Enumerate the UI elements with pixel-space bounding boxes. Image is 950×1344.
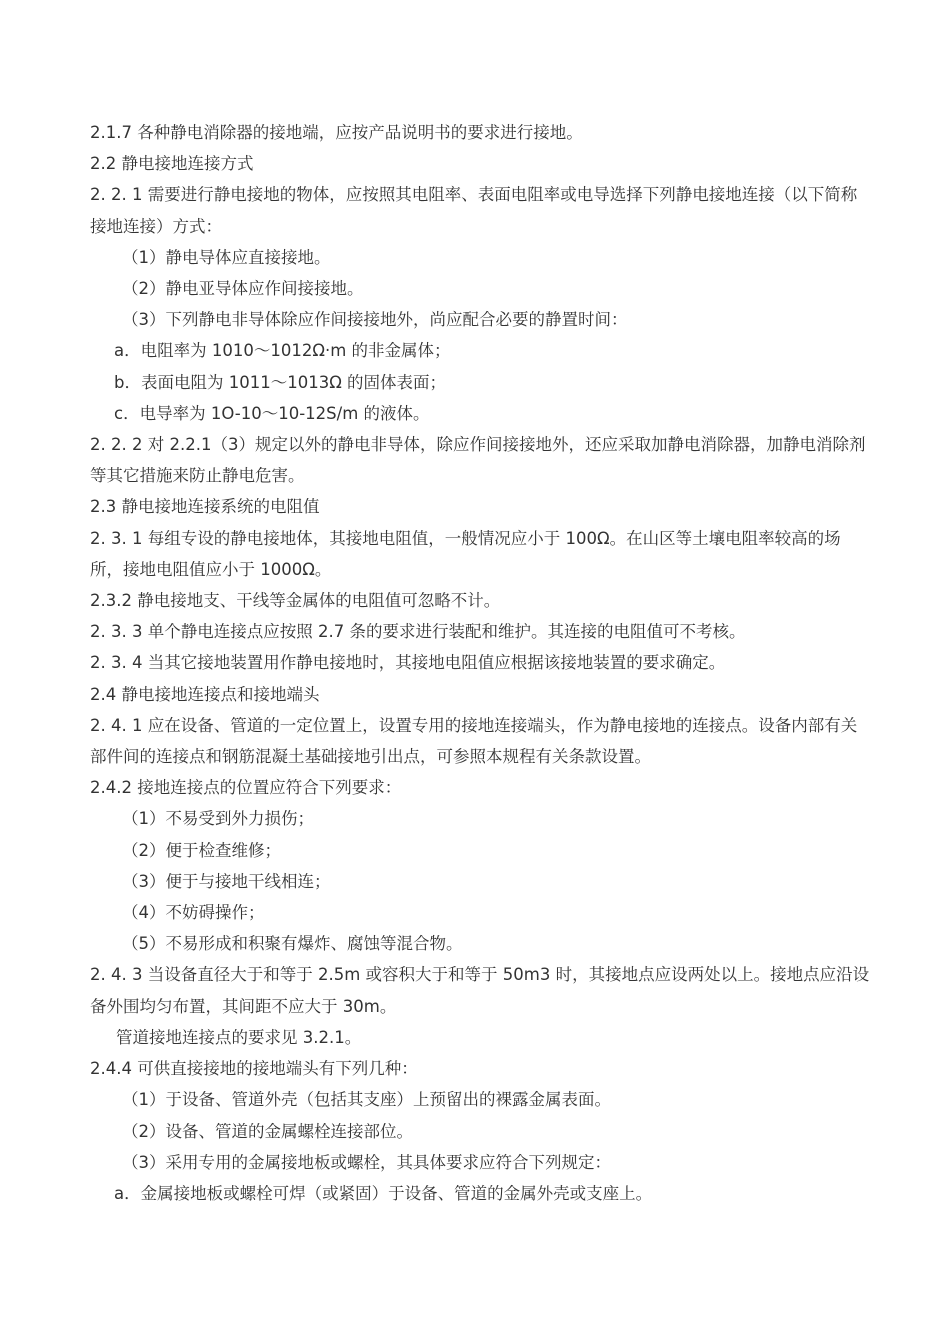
list-item: （2）设备、管道的金属螺栓连接部位。	[122, 1121, 413, 1141]
paragraph-note: 管道接地连接点的要求见 3.2.1。	[116, 1027, 362, 1047]
paragraph-2-4-4: 2.4.4 可供直接接地的接地端头有下列几种：	[90, 1059, 418, 1079]
list-item: （3）便于与接地干线相连；	[122, 871, 331, 891]
paragraph-2-3-4: 2. 3. 4 当其它接地装置用作静电接地时，其接地电阻值应根据该接地装置的要求确定。	[90, 653, 726, 673]
section-heading-2-4: 2.4 静电接地连接点和接地端头	[90, 684, 320, 704]
paragraph-2-2-1: 2. 2. 1 需要进行静电接地的物体，应按照其电阻率、表面电阻率或电导选择下列静电接地连接（以下简称接地连接）方式：	[90, 185, 858, 236]
sub-list-item: c．电导率为 1O-10～10-12S/m 的液体。	[114, 403, 430, 423]
list-item: （1）静电导体应直接接地。	[122, 247, 331, 267]
list-item: （5）不易形成和积聚有爆炸、腐蚀等混合物。	[122, 934, 463, 954]
paragraph-2-3-2: 2.3.2 静电接地支、干线等金属体的电阻值可忽略不计。	[90, 591, 501, 611]
paragraph-2-2-2: 2. 2. 2 对 2.2.1（3）规定以外的静电非导体，除应作间接接地外，还应采取加静电消除器，加静电消除剂等其它措施来防止静电危害。	[90, 435, 866, 486]
list-item: （3）采用专用的金属接地板或螺栓，其具体要求应符合下列规定：	[122, 1152, 611, 1172]
list-item: （3）下列静电非导体除应作间接接地外，尚应配合必要的静置时间：	[122, 310, 628, 330]
list-item: （4）不妨碍操作；	[122, 903, 265, 923]
list-item: （1）于设备、管道外壳（包括其支座）上预留出的裸露金属表面。	[122, 1090, 611, 1110]
paragraph-2-3-3: 2. 3. 3 单个静电连接点应按照 2.7 条的要求进行装配和维护。其连接的电阻值可不考核。	[90, 622, 746, 642]
list-item: （1）不易受到外力损伤；	[122, 809, 314, 829]
document-body	[90, 117, 870, 1209]
sub-list-item: a．金属接地板或螺栓可焊（或紧固）于设备、管道的金属外壳或支座上。	[114, 1183, 653, 1203]
list-item: （2）静电亚导体应作间接接地。	[122, 279, 364, 299]
sub-list-item: b．表面电阻为 1011～1013Ω 的固体表面；	[114, 372, 447, 392]
sub-list-item: a．电阻率为 1010～1012Ω·m 的非金属体；	[114, 341, 451, 361]
paragraph-2-4-2: 2.4.2 接地连接点的位置应符合下列要求：	[90, 778, 402, 798]
text-line-1: 2.1.7 各种静电消除器的接地端，应按产品说明书的要求进行接地。	[90, 123, 583, 142]
paragraph-2-3-1: 2. 3. 1 每组专设的静电接地体，其接地电阻值，一般情况应小于 100Ω。在山区等土壤电阻率较高的场所，接地电阻值应小于 1000Ω。	[90, 528, 841, 579]
list-item: （2）便于检查维修；	[122, 840, 281, 860]
paragraph-2-4-3: 2. 4. 3 当设备直径大于和等于 2.5m 或容积大于和等于 50m3 时，其接地点应设两处以上。接地点应沿设备外围均匀布置，其间距不应大于 30m。	[90, 965, 870, 1016]
section-heading-2-2: 2.2 静电接地连接方式	[90, 154, 254, 174]
section-heading-2-3: 2.3 静电接地连接系统的电阻值	[90, 497, 320, 517]
paragraph-2-4-1: 2. 4. 1 应在设备、管道的一定位置上，设置专用的接地连接端头，作为静电接地的连接点。设备内部有关部件间的连接点和钢筋混凝土基础接地引出点，可参照本规程有关条款设置。	[90, 715, 858, 767]
